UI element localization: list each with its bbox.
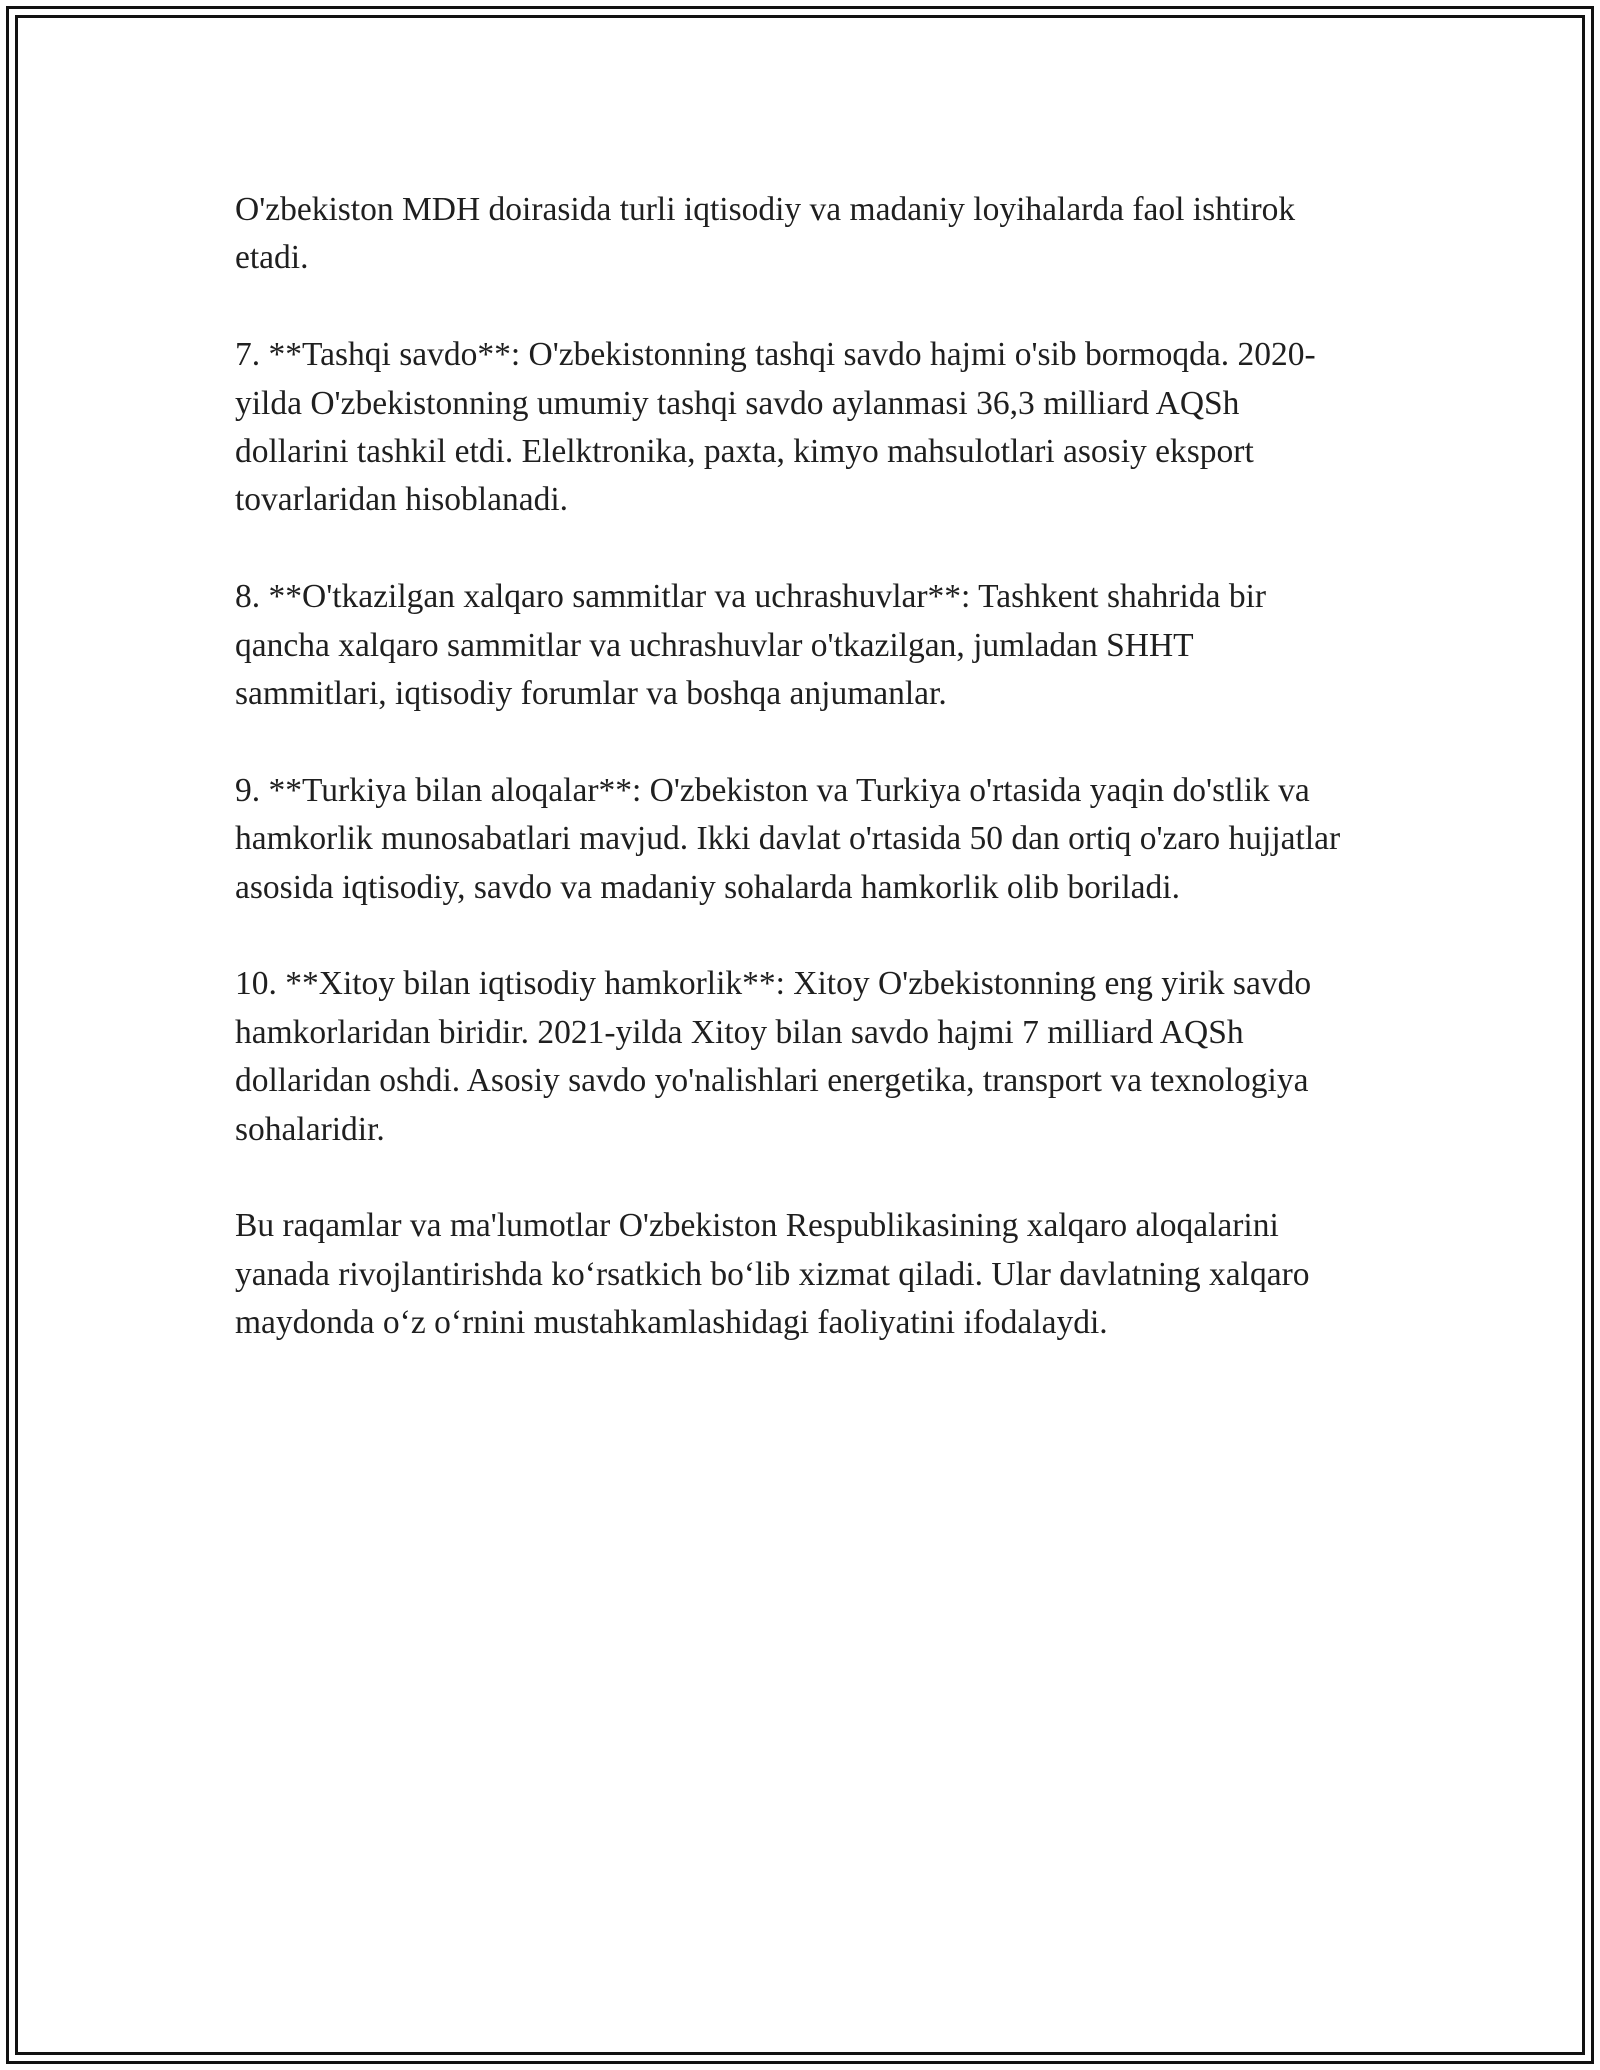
paragraph-item-7: 7. **Tashqi savdo**: O'zbekistonning tashqi savdo hajmi o'sib bormoqda. 2020-yilda O'zbekistonning umumiy tashqi savdo aylanmasi 36,3 milliard AQSh dollarini tashkil etdi. Elelktronika, paxta, kimyo mahsulotlari asosiy eksport tovarlaridan hisoblanadi. [235, 336, 1316, 519]
paragraph-item-10: 10. **Xitoy bilan iqtisodiy hamkorlik**: Xitoy O'zbekistonning eng yirik savdo hamkorlaridan biridir. 2021-yilda Xitoy bilan savdo hajmi 7 milliard AQSh dollaridan oshdi. Asosiy savdo yo'nalishlari energetika, transport va texnologiya sohalaridir. [235, 965, 1312, 1148]
paragraph-intro: O'zbekiston MDH doirasida turli iqtisodiy va madaniy loyihalarda faol ishtirok etadi. [235, 191, 1296, 277]
document-body [235, 186, 1350, 1348]
paragraph-item-9: 9. **Turkiya bilan aloqalar**: O'zbekiston va Turkiya o'rtasida yaqin do'stlik va hamkorlik munosabatlari mavjud. Ikki davlat o'rtasida 50 dan ortiq o'zaro hujjatlar asosida iqtisodiy, savdo va madaniy sohalarda hamkorlik olib boriladi. [235, 771, 1341, 906]
paragraph-item-8: 8. **O'tkazilgan xalqaro sammitlar va uchrashuvlar**: Tashkent shahrida bir qancha xalqaro sammitlar va uchrashuvlar o'tkazilgan, jumladan SHHT sammitlari, iqtisodiy forumlar va boshqa anjumanlar. [235, 578, 1267, 713]
paragraph-conclusion: Bu raqamlar va ma'lumotlar O'zbekiston Respublikasining xalqaro aloqalarini yanada rivojlantirishda ko‘rsatkich bo‘lib xizmat qiladi. Ular davlatning xalqaro maydonda o‘z o‘rnini mustahkamlashidagi faoliyatini ifodalaydi. [235, 1207, 1310, 1342]
